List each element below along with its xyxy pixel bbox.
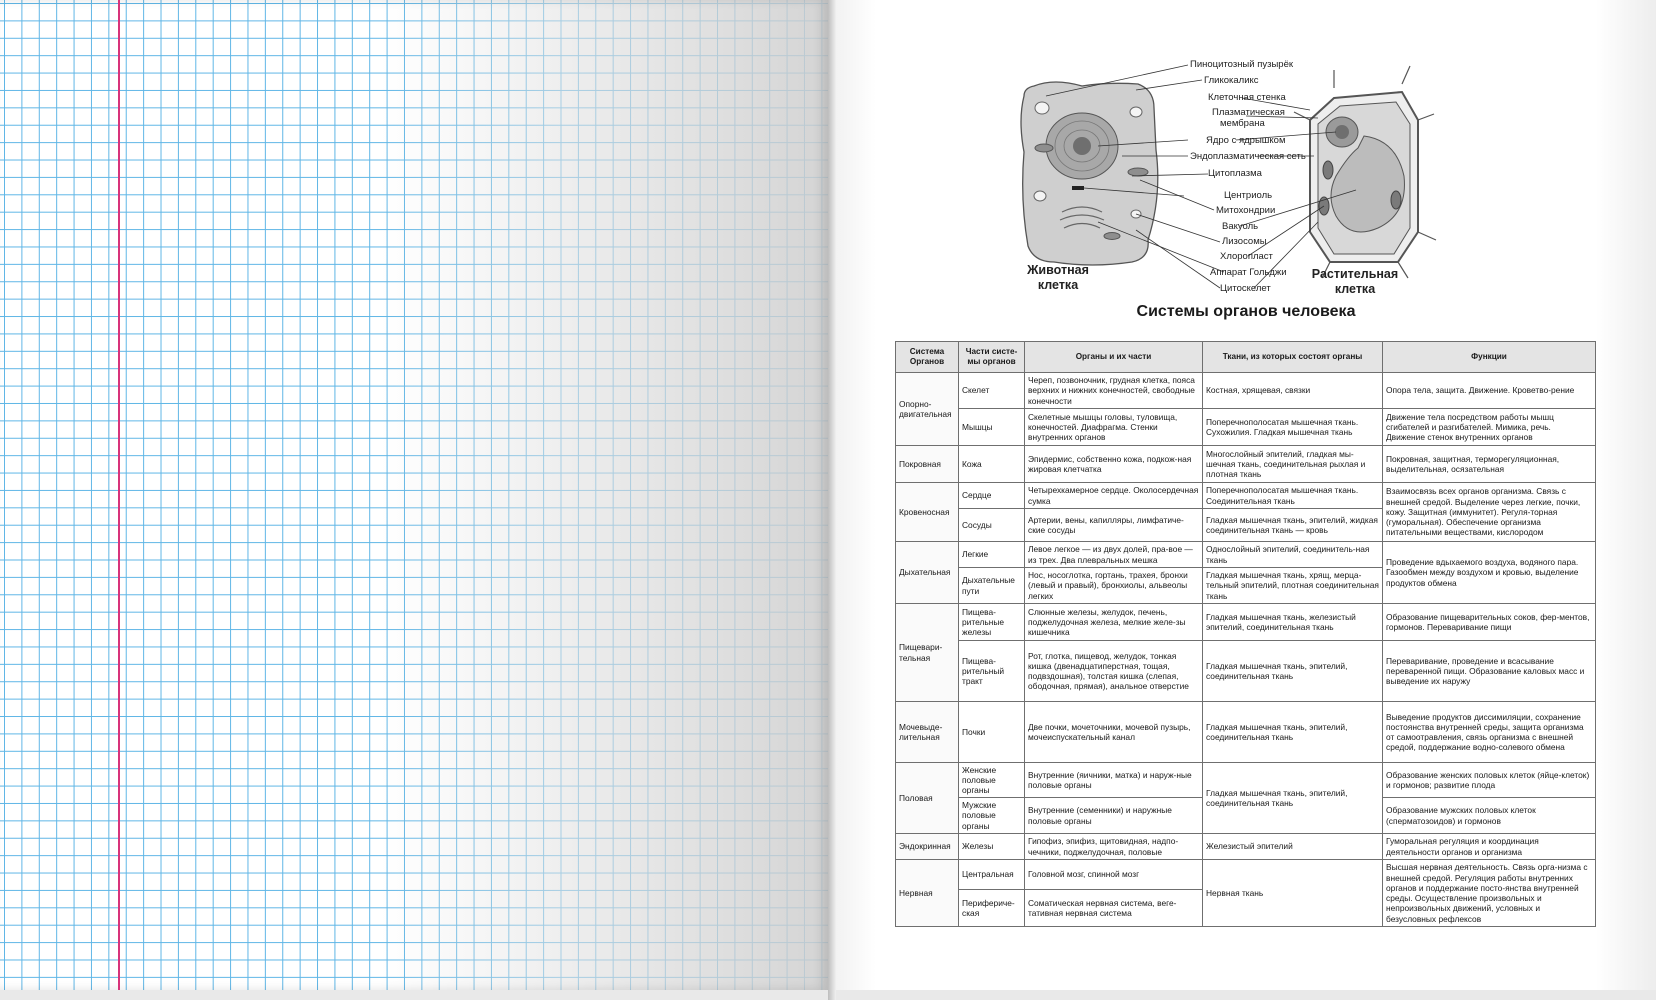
diagram-label: Вакуоль: [1222, 221, 1259, 232]
tissues-cell: Поперечнополосатая мышечная ткань. Соединительная ткань: [1203, 483, 1383, 509]
diagram-label: Хлоропласт: [1220, 251, 1273, 262]
functions-cell: Проведение вдыхаемого воздуха, водяного пара. Газообмен между воздухом и кровью, выделение продуктов обмена: [1383, 542, 1596, 604]
page-title: Системы органов человека: [1136, 303, 1356, 320]
diagram-label: Пиноцитозный пузырёк: [1190, 59, 1294, 70]
functions-cell: Образование женских половых клеток (яйце-клеток) и гормонов; развитие плода: [1383, 763, 1596, 798]
part-cell: Женские половые органы: [959, 763, 1025, 798]
tissues-cell: Гладкая мышечная ткань, эпителий, жидкая соединительная ткань — кровь: [1203, 509, 1383, 542]
tissues-cell: Гладкая мышечная ткань, эпителий, соединительная ткань: [1203, 702, 1383, 763]
part-cell: Мышцы: [959, 409, 1025, 446]
functions-cell: Покровная, защитная, терморегуляционная, выделительная, осязательная: [1383, 446, 1596, 483]
organs-cell: Рот, глотка, пищевод, желудок, тонкая кишка (двенадцатиперстная, тощая, подвздошная), толстая кишка (слепая, ободочная, прямая), анальное отверстие: [1025, 641, 1203, 702]
part-cell: Скелет: [959, 373, 1025, 409]
column-header: Ткани, из которых состоят органы: [1203, 342, 1383, 373]
tissues-cell: Однослойный эпителий, соединитель-ная ткань: [1203, 542, 1383, 568]
plant-cell-label: Растительная: [1311, 267, 1399, 281]
diagram-label: Плазматическая: [1212, 107, 1285, 118]
diagram-label: Цитоскелет: [1220, 283, 1271, 294]
tissues-cell: Костная, хрящевая, связки: [1203, 373, 1383, 409]
column-header: Органы и их части: [1025, 342, 1203, 373]
part-cell: Дыхательные пути: [959, 568, 1025, 604]
tissues-cell: Гладкая мышечная ткань, хрящ, мерца-тельный эпителий, плотная соединительная ткань: [1203, 568, 1383, 604]
table-header-row: [896, 342, 1596, 373]
organs-cell: Череп, позвоночник, грудная клетка, пояса верхних и нижних конечностей, свободные конечности: [1025, 373, 1203, 409]
table-row: [896, 641, 1596, 702]
table-row: [896, 702, 1596, 763]
organs-cell: Левое легкое — из двух долей, пра-вое — из трех. Два плевральных мешка: [1025, 542, 1203, 568]
part-cell: Центральная: [959, 860, 1025, 890]
plant-cell-illustration: [1294, 66, 1436, 278]
tissues-cell: Гладкая мышечная ткань, эпителий, соединительная ткань: [1203, 641, 1383, 702]
plant-cell-label: клетка: [1334, 282, 1376, 296]
diagram-label: Аппарат Гольджи: [1210, 267, 1287, 278]
tissues-cell: Железистый эпителий: [1203, 834, 1383, 860]
system-cell: Покровная: [896, 446, 959, 483]
diagram-label: Эндоплазматическая сеть: [1190, 151, 1306, 162]
organs-cell: Внутренние (семенники) и наружные половые органы: [1025, 798, 1203, 834]
table-row: [896, 604, 1596, 641]
column-header: Части систе-мы органов: [959, 342, 1025, 373]
functions-cell: Гуморальная регуляция и координация деятельности органов и организма: [1383, 834, 1596, 860]
table-row: [896, 860, 1596, 890]
column-header: Система Органов: [896, 342, 959, 373]
page-spine: [828, 0, 836, 1000]
system-cell: Пищевари-тельная: [896, 604, 959, 702]
part-cell: Пищева-рительный тракт: [959, 641, 1025, 702]
organs-cell: Гипофиз, эпифиз, щитовидная, надпо-чечники, поджелудочная, половые: [1025, 834, 1203, 860]
organs-cell: Две почки, мочеточники, мочевой пузырь, мочеиспускательный канал: [1025, 702, 1203, 763]
table-row: [896, 446, 1596, 483]
table-row: [896, 763, 1596, 798]
system-cell: Опорно-двигательная: [896, 373, 959, 446]
part-cell: Почки: [959, 702, 1025, 763]
functions-cell: Опора тела, защита. Движение. Кроветво-рение: [1383, 373, 1596, 409]
part-cell: Перифериче-ская: [959, 890, 1025, 927]
table-row: [896, 834, 1596, 860]
functions-cell: Движение тела посредством работы мышц сгибателей и разгибателей. Мимика, речь. Движение стенок внутренних органов: [1383, 409, 1596, 446]
cell-diagram: [836, 0, 1656, 300]
organs-cell: Соматическая нервная система, веге-тативная нервная система: [1025, 890, 1203, 927]
organs-cell: Нос, носоглотка, гортань, трахея, бронхи (левый и правый), бронхиолы, альвеолы легких: [1025, 568, 1203, 604]
part-cell: Кожа: [959, 446, 1025, 483]
diagram-label: мембрана: [1220, 118, 1265, 129]
diagram-label: Гликокаликс: [1204, 75, 1259, 86]
table-row: [896, 373, 1596, 409]
part-cell: Пищева-рительные железы: [959, 604, 1025, 641]
organs-cell: Четырехкамерное сердце. Околосердечная сумка: [1025, 483, 1203, 509]
column-header: Функции: [1383, 342, 1596, 373]
system-cell: Эндокринная: [896, 834, 959, 860]
grid-paper-page: [0, 0, 828, 990]
tissues-cell: Гладкая мышечная ткань, эпителий, соединительная ткань: [1203, 763, 1383, 834]
organs-cell: Внутренние (яичники, матка) и наруж-ные половые органы: [1025, 763, 1203, 798]
tissues-cell: Нервная ткань: [1203, 860, 1383, 927]
functions-cell: Переваривание, проведение и всасывание переваренной пищи. Образование каловых масс и выведение их наружу: [1383, 641, 1596, 702]
diagram-label: Цитоплазма: [1208, 168, 1262, 179]
animal-cell-label: клетка: [1037, 278, 1079, 292]
organ-systems-table: [895, 341, 1596, 927]
diagram-label: Центриоль: [1224, 190, 1273, 201]
organs-cell: Скелетные мышцы головы, туловища, конечностей. Диафрагма. Стенки внутренних органов: [1025, 409, 1203, 446]
system-cell: Нервная: [896, 860, 959, 927]
functions-cell: Взаимосвязь всех органов организма. Связь с внешней средой. Выделение через легкие, почки, кожу. Защитная (иммунитет). Регуля-торная (гуморальная). Обеспечение организма питательными веществами, кислородом: [1383, 483, 1596, 542]
diagram-label: Лизосомы: [1222, 236, 1267, 247]
system-cell: Дыхательная: [896, 542, 959, 604]
organs-cell: Артерии, вены, капилляры, лимфатиче-ские сосуды: [1025, 509, 1203, 542]
table-row: [896, 409, 1596, 446]
organs-cell: Эпидермис, собственно кожа, подкож-ная жировая клетчатка: [1025, 446, 1203, 483]
margin-line: [118, 0, 120, 990]
part-cell: Мужские половые органы: [959, 798, 1025, 834]
animal-cell-label: Животная: [1027, 263, 1089, 277]
reference-page: [836, 0, 1656, 990]
diagram-label: Ядро с ядрышком: [1206, 135, 1286, 146]
part-cell: Легкие: [959, 542, 1025, 568]
functions-cell: Образование пищеварительных соков, фер-ментов, гормонов. Переваривание пищи: [1383, 604, 1596, 641]
functions-cell: Образование мужских половых клеток (сперматозоидов) и гормонов: [1383, 798, 1596, 834]
part-cell: Железы: [959, 834, 1025, 860]
system-cell: Кровеносная: [896, 483, 959, 542]
functions-cell: Высшая нервная деятельность. Связь орга-низма с внешней средой. Регуляция работы внутренних органов и поддержание посто-янства внутренней среды. Осуществление произвольных и непроизвольных движений, условных и безусловных рефлексов: [1383, 860, 1596, 927]
diagram-label: Клеточная стенка: [1208, 92, 1286, 103]
tissues-cell: Гладкая мышечная ткань, железистый эпителий, соединительная ткань: [1203, 604, 1383, 641]
table-row: [896, 542, 1596, 568]
diagram-label: Митохондрии: [1216, 205, 1276, 216]
tissues-cell: Поперечнополосатая мышечная ткань. Сухожилия. Гладкая мышечная ткань: [1203, 409, 1383, 446]
organs-cell: Головной мозг, спинной мозг: [1025, 860, 1203, 890]
table-row: [896, 483, 1596, 509]
part-cell: Сердце: [959, 483, 1025, 509]
organs-cell: Слюнные железы, желудок, печень, поджелудочная железа, мелкие желе-зы кишечника: [1025, 604, 1203, 641]
functions-cell: Выведение продуктов диссимиляции, сохранение постоянства внутренней среды, защита организма от самоотравления, связь организма с внешней средой, поддержание водно-солевого обмена: [1383, 702, 1596, 763]
part-cell: Сосуды: [959, 509, 1025, 542]
system-cell: Половая: [896, 763, 959, 834]
tissues-cell: Многослойный эпителий, гладкая мы-шечная ткань, соединительная рыхлая и плотная ткань: [1203, 446, 1383, 483]
system-cell: Мочевыде-лительная: [896, 702, 959, 763]
